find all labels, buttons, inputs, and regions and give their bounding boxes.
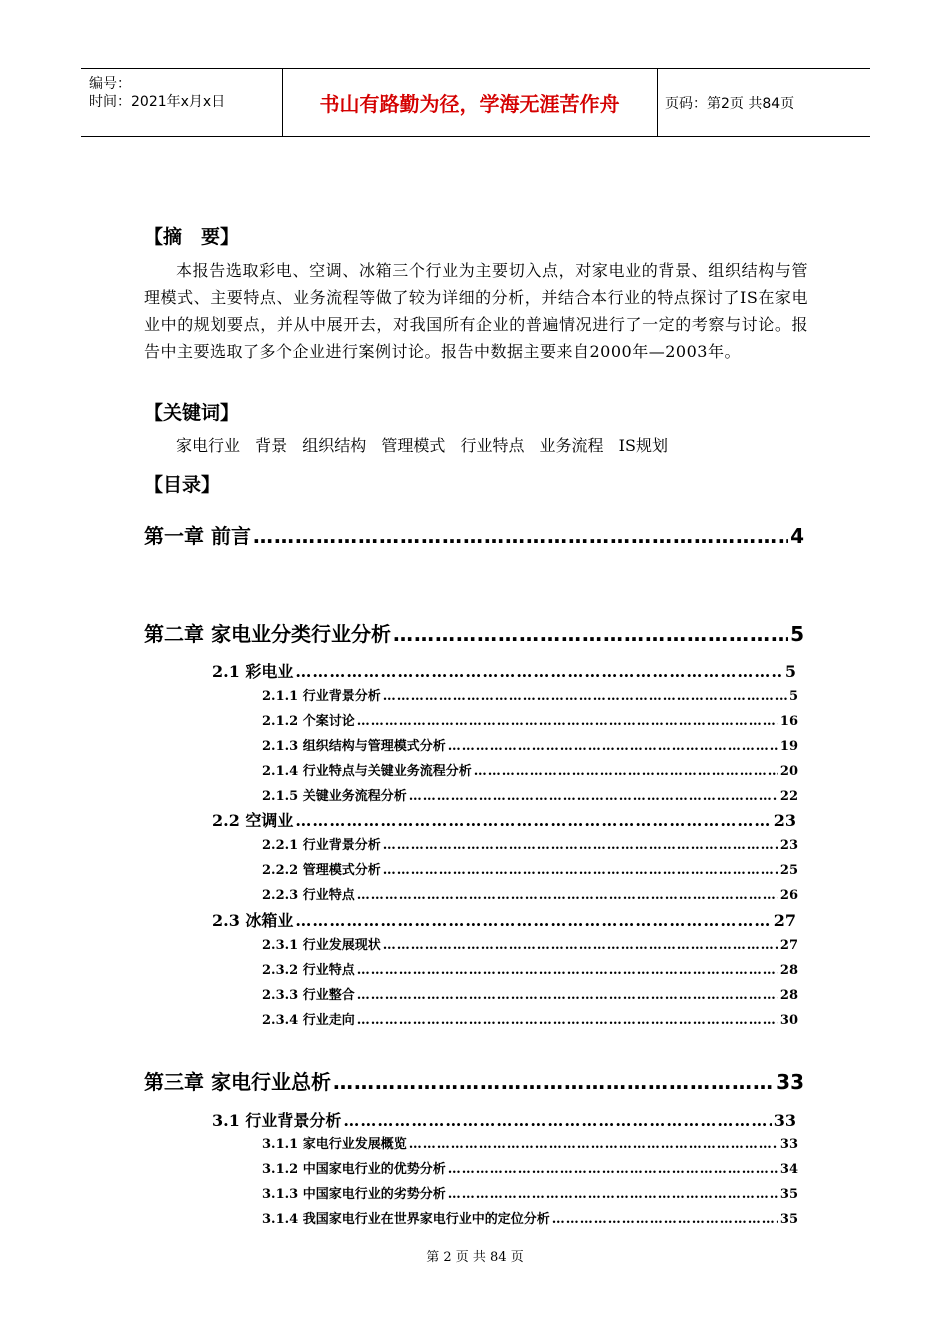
keyword-item: IS规划: [618, 436, 668, 455]
toc-entry-page: 33: [773, 1111, 796, 1130]
toc-entry-page: 27: [773, 911, 796, 930]
keyword-item: 业务流程: [539, 436, 604, 455]
toc-entry-chapter[interactable]: [144, 618, 804, 647]
toc-entry-page: 28: [779, 963, 798, 978]
toc-entry-label: 2.1 彩电业: [212, 662, 294, 681]
toc-entry-subsection[interactable]: [262, 760, 798, 779]
page-header: [81, 68, 870, 137]
toc-entry-label: 3.1.2 中国家电行业的优势分析: [262, 1162, 446, 1177]
toc-entry-subsection[interactable]: [262, 959, 798, 978]
toc-entry-label: 3.1.4 我国家电行业在世界家电行业中的定位分析: [262, 1212, 550, 1227]
keywords-title: 【关键词】: [144, 402, 240, 424]
toc-entry-label: 2.1.4 行业特点与关键业务流程分析: [262, 764, 472, 779]
toc-entry-subsection[interactable]: [262, 934, 798, 953]
toc-entry-page: 22: [779, 789, 798, 804]
toc-entry-subsection[interactable]: [262, 834, 798, 853]
toc-entry-subsection[interactable]: [262, 1158, 798, 1177]
toc-entry-subsection[interactable]: [262, 785, 798, 804]
toc-entry-subsection[interactable]: [262, 735, 798, 754]
toc-entry-page: 23: [773, 811, 796, 830]
doc-number-label: 编号：: [89, 76, 131, 92]
toc-entry-subsection[interactable]: [262, 859, 798, 878]
toc-entry-page: 35: [779, 1212, 798, 1227]
toc-entry-label: 2.2.2 管理模式分析: [262, 863, 381, 878]
toc-entry-label: 第三章 家电行业总析: [144, 1070, 331, 1094]
keyword-item: 行业特点: [460, 436, 525, 455]
toc-entry-subsection[interactable]: [262, 685, 798, 704]
toc-entry-section[interactable]: [212, 659, 796, 682]
header-motto: 书山有路勤为径，学海无涯苦作舟: [282, 69, 658, 136]
toc-entry-page: 28: [779, 988, 798, 1003]
header-page-info: 页码：第2页 共84页: [665, 95, 795, 112]
toc-entry-page: 26: [779, 888, 798, 903]
toc-entry-section[interactable]: [212, 808, 796, 831]
toc-entry-label: 2.3.4 行业走向: [262, 1013, 355, 1028]
toc-entry-page: 34: [779, 1162, 798, 1177]
toc-entry-subsection[interactable]: [262, 710, 798, 729]
toc-entry-page: 30: [779, 1013, 798, 1028]
keyword-item: 背景: [255, 436, 288, 455]
toc-entry-page: 16: [779, 714, 798, 729]
toc-entry-page: 5: [790, 622, 804, 646]
page-footer: 第 2 页 共 84 页: [426, 1250, 524, 1265]
abstract-body: [144, 257, 808, 365]
toc-entry-label: 2.3 冰箱业: [212, 911, 294, 930]
toc-entry-subsection[interactable]: [262, 884, 798, 903]
toc-entry-page: 20: [779, 764, 798, 779]
abstract-text: 本报告选取彩电、空调、冰箱三个行业为主要切入点，对家电业的背景、组织结构与管理模式、主要特点、业务流程等做了较为详细的分析，并结合本行业的特点探讨了IS在家电业中的规划要点，并从中展开去，对我国所有企业的普遍情况进行了一定的考察与讨论。报告中主要选取了多个企业进行案例讨论。报告中数据主要来自2000年—2003年。: [144, 261, 808, 361]
toc-entry-page: 5: [784, 662, 796, 681]
toc-entry-label: 2.1.3 组织结构与管理模式分析: [262, 739, 446, 754]
toc-entry-page: 35: [779, 1187, 798, 1202]
toc-entry-label: 2.3.1 行业发展现状: [262, 938, 381, 953]
toc-entry-page: 33: [776, 1070, 804, 1094]
abstract-title: 【摘 要】: [144, 226, 240, 248]
toc-entry-page: 25: [779, 863, 798, 878]
toc-entry-chapter[interactable]: [144, 520, 804, 549]
doc-date-label: 时间：2021年x月x日: [89, 94, 226, 110]
toc-entry-page: 19: [779, 739, 798, 754]
toc-entry-subsection[interactable]: [262, 1009, 798, 1028]
toc-entry-subsection[interactable]: [262, 1183, 798, 1202]
keyword-item: 管理模式: [381, 436, 446, 455]
toc-entry-page: 5: [788, 689, 798, 704]
toc-entry-label: 2.1.5 关键业务流程分析: [262, 789, 407, 804]
toc-entry-subsection[interactable]: [262, 1133, 798, 1152]
toc-entry-section[interactable]: [212, 1108, 796, 1131]
toc-entry-page: 4: [790, 524, 804, 548]
toc-entry-subsection[interactable]: [262, 1208, 798, 1227]
toc-entry-label: 2.2.1 行业背景分析: [262, 838, 381, 853]
toc-entry-page: 27: [779, 938, 798, 953]
header-meta-cell: [81, 69, 283, 136]
toc-entry-label: 2.3.3 行业整合: [262, 988, 355, 1003]
toc-entry-label: 3.1.1 家电行业发展概览: [262, 1137, 407, 1152]
toc-title: 【目录】: [144, 474, 221, 496]
toc-entry-chapter[interactable]: [144, 1066, 804, 1095]
toc-entry-label: 3.1 行业背景分析: [212, 1111, 342, 1130]
toc-entry-label: 2.2.3 行业特点: [262, 888, 355, 903]
toc-entry-page: 33: [779, 1137, 798, 1152]
toc-entry-label: 2.2 空调业: [212, 811, 294, 830]
toc-entry-label: 2.3.2 行业特点: [262, 963, 355, 978]
toc-entry-subsection[interactable]: [262, 984, 798, 1003]
toc-entry-label: 2.1.1 行业背景分析: [262, 689, 381, 704]
toc-entry-section[interactable]: [212, 908, 796, 931]
toc-entry-label: 3.1.3 中国家电行业的劣势分析: [262, 1187, 446, 1202]
keyword-item: 家电行业: [176, 436, 241, 455]
toc-entry-label: 2.1.2 个案讨论: [262, 714, 355, 729]
keyword-item: 组织结构: [302, 436, 367, 455]
toc-entry-label: 第二章 家电业分类行业分析: [144, 622, 391, 646]
toc-entry-page: 23: [779, 838, 798, 853]
toc-entry-label: 第一章 前言: [144, 524, 251, 548]
keywords-list: [176, 433, 678, 456]
